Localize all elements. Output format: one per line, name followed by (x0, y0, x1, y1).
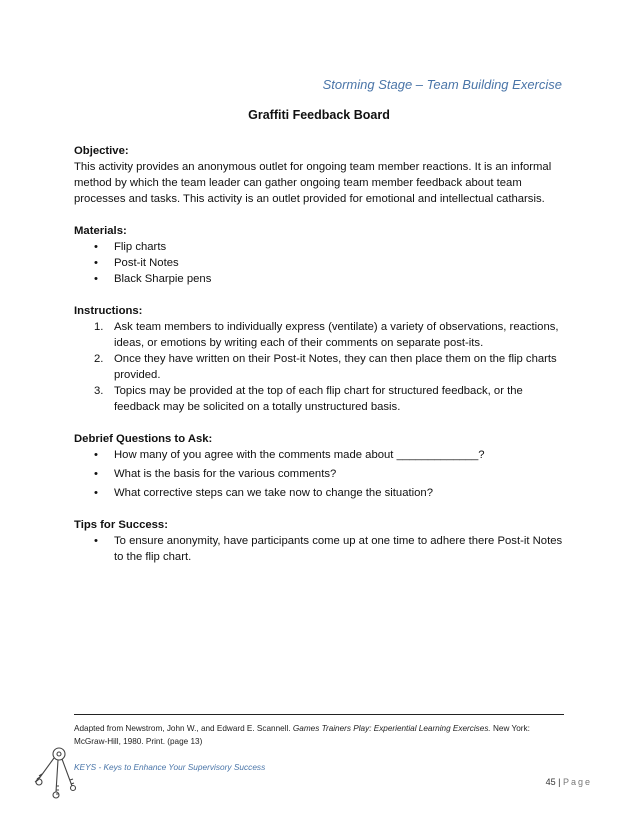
list-item: • Post-it Notes (74, 255, 564, 271)
page-number (546, 777, 592, 787)
objective-heading: Objective: (74, 145, 129, 157)
footer-divider (74, 714, 564, 715)
step-text: Topics may be provided at the top of each flip chart for structured feedback, or the feedback may be solicited on a totally unstructured basis. (114, 385, 523, 413)
citation (74, 722, 564, 748)
list-item: • Flip charts (74, 239, 564, 255)
step-number: 1. (94, 321, 104, 333)
list-item (74, 319, 564, 351)
objective-text: This activity provides an anonymous outlet for ongoing team member reactions. It is an informal method by which the team leader can gather ongoing team member feedback about team processes and tasks. This activity is an outlet provided for emotional and intellectual catharsis. (74, 161, 552, 205)
step-text: Once they have written on their Post-it Notes, they can then place them on the flip charts provided. (114, 353, 557, 381)
step-text: Ask team members to individually express (ventilate) a variety of observations, reactions, ideas, or emotions by writing each of their comments on separate post-its. (114, 321, 559, 349)
list-item: • How many of you agree with the comments made about _____________? (74, 447, 564, 463)
step-number: 2. (94, 353, 104, 365)
list-item: • To ensure anonymity, have participants come up at one time to adhere there Post-it Notes to the flip chart. (74, 533, 564, 565)
running-header: Storming Stage – Team Building Exercise (322, 77, 562, 92)
objective-section (74, 143, 564, 207)
document-body (74, 143, 564, 581)
debrief-heading: Debrief Questions to Ask: (74, 433, 213, 445)
footer-brand: KEYS - Keys to Enhance Your Supervisory Success (74, 762, 266, 772)
debrief-section (74, 431, 564, 501)
materials-list (74, 239, 564, 287)
list-item: • What corrective steps can we take now to change the situation? (74, 485, 564, 501)
page-number-value: 45 (545, 777, 556, 787)
instructions-section (74, 303, 564, 415)
list-item: • What is the basis for the various comments? (74, 466, 564, 482)
materials-heading: Materials: (74, 225, 127, 237)
citation-prefix: Adapted from Newstrom, John W., and Edward E. Scannell. (74, 724, 293, 733)
list-item (74, 383, 564, 415)
citation-title: Games Trainers Play: Experiential Learning Exercises. (292, 724, 491, 733)
page-separator: | (555, 777, 563, 787)
instructions-heading: Instructions: (74, 305, 143, 317)
citation-suffix: New York: McGraw-Hill, 1980. Print. (page 13) (74, 724, 530, 746)
page-word: Page (562, 777, 592, 787)
debrief-list (74, 447, 564, 501)
tips-heading: Tips for Success: (74, 519, 168, 531)
list-item (74, 351, 564, 383)
instructions-list (74, 319, 564, 415)
tips-section (74, 517, 564, 565)
document-title: Graffiti Feedback Board (248, 108, 390, 122)
step-number: 3. (94, 385, 104, 397)
keys-icon (32, 746, 76, 802)
materials-section (74, 223, 564, 287)
tips-list (74, 533, 564, 565)
list-item: • Black Sharpie pens (74, 271, 564, 287)
